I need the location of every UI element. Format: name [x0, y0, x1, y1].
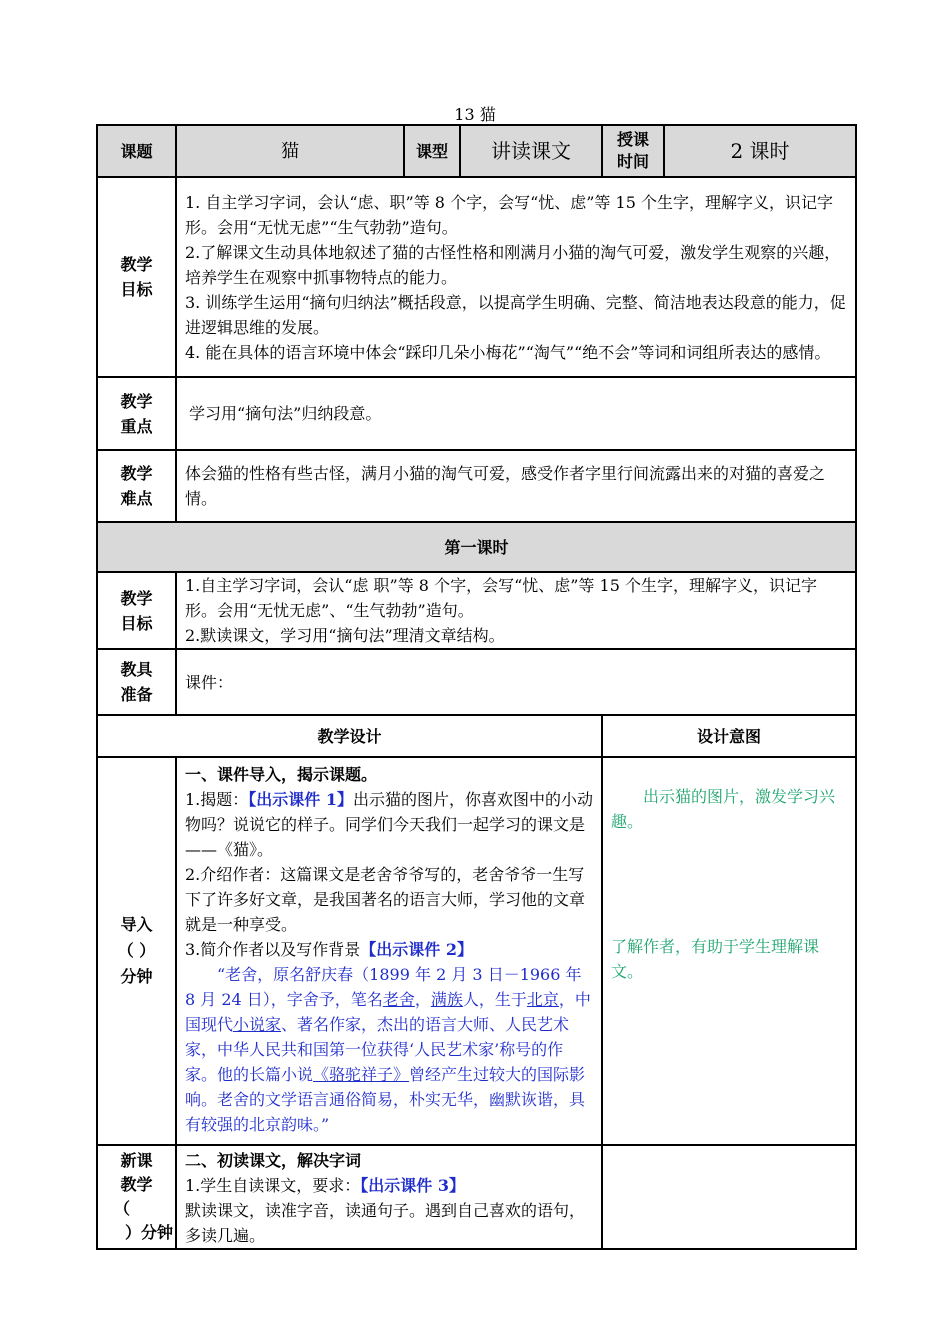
- goal-item: 2.了解课文生动具体地叙述了猫的古怪性格和刚满月小猫的淘气可爱，激发学生观察的兴趣，培养学生在观察中抓事物特点的能力。: [185, 242, 841, 287]
- lesson-goals-label-line2: 目标: [120, 613, 153, 633]
- header-row: [97, 125, 856, 177]
- link-novelist[interactable]: 小说家: [233, 1015, 282, 1034]
- lesson-goals-label-line1: 教学: [120, 588, 153, 608]
- prep-label-line1: 教具: [120, 660, 153, 679]
- author-quote: [185, 962, 593, 1137]
- section1-p3: [185, 937, 593, 962]
- difficulties-row: [97, 450, 856, 522]
- section1-content: [176, 757, 602, 1145]
- section1-p1-b: 出示猫的图片，你喜欢图中的小动物吗？说说它的样子。同学们今天我们一起学习的课文是——《猫》。: [185, 790, 594, 859]
- goals-label: [97, 177, 176, 377]
- section1-p1-a: 1.揭题：: [185, 790, 249, 809]
- section1-row: [97, 757, 856, 1145]
- section2-side-line2: 教学: [120, 1175, 153, 1194]
- quote-part: “老舍，原名舒庆春（1899 年 2 月 3 日－1966 年 8 月 24 日），字舍予，笔名: [185, 965, 582, 1009]
- link-beijing[interactable]: 北京: [526, 990, 559, 1009]
- time-label: [602, 125, 664, 177]
- prep-label-line2: 准备: [120, 685, 153, 704]
- slide2-tag: 【出示课件 2】: [360, 940, 473, 959]
- section1-intent: [602, 757, 856, 1145]
- key-points-label: [97, 377, 176, 450]
- difficulties-label-line2: 难点: [120, 489, 153, 508]
- section2-content: [176, 1145, 602, 1249]
- difficulties-label: [97, 450, 176, 522]
- quote-part: 、著名作家，杰出的语言大师、人民艺术家，中华人民共和国第一位获得‘人民艺术家’称号的作家。他的长篇小说: [185, 1015, 570, 1084]
- goal-item: 1. 自主学习字词，会认“虑、职”等 8 个字，会写“忧、虑”等 15 个生字，理解字义，识记字形。会用“无忧无虑”“生气勃勃”造句。: [185, 192, 833, 237]
- section2-intent: [602, 1145, 856, 1249]
- lesson-goal-item: 2.默读课文，学习用“摘句法”理清文章结构。: [185, 626, 505, 645]
- section1-p2: 2.介绍作者：这篇课文是老舍爷爷写的，老舍爷爷一生写下了许多好文章，是我国著名的语言大师，学习他的文章就是一种享受。: [185, 865, 586, 934]
- quote-part: ，: [414, 990, 431, 1009]
- section1-side-label: [97, 757, 176, 1145]
- section2-row: [97, 1145, 856, 1249]
- section2-side-line1: 新课: [120, 1151, 153, 1170]
- section1-side-line1: 导入: [120, 915, 153, 934]
- page-title: 13 猫: [454, 105, 496, 124]
- section1-p3-a: 3.简介作者以及写作背景: [185, 940, 361, 959]
- difficulties-label-line1: 教学: [120, 464, 153, 483]
- quote-part: ，中国现代: [185, 990, 591, 1034]
- goals-label-line1: 教学: [120, 255, 153, 274]
- link-luotuo[interactable]: 《骆驼祥子》: [313, 1065, 410, 1084]
- key-points-row: [97, 377, 856, 450]
- design-header: 教学设计: [97, 715, 602, 757]
- prep-text: 课件：: [176, 649, 856, 715]
- section1-side-line2: （ ）: [117, 941, 156, 960]
- intent-1: 出示猫的图片，激发学习兴趣。: [611, 787, 836, 831]
- section1-side-line3: 分钟: [120, 967, 153, 986]
- design-header-row: [97, 715, 856, 757]
- section2-side-line4: ）分钟: [124, 1223, 173, 1242]
- prep-row: [97, 649, 856, 715]
- prep-label: [97, 649, 176, 715]
- lesson-goals-label: [97, 572, 176, 649]
- quote-part: 曾经产生过较大的国际影响。老舍的文学语言通俗简易，朴实无华，幽默诙谐，具有较强的北京韵味。”: [185, 1065, 586, 1134]
- time-label-line1: 授课: [616, 130, 649, 149]
- section2-heading: 二、初读课文，解决字词: [185, 1151, 362, 1170]
- quote-part: 人，生于: [462, 990, 527, 1009]
- time-value: 2 课时: [664, 125, 856, 177]
- section2-side-label: [97, 1145, 176, 1249]
- lesson-goal-item: 1.自主学习字词，会认“虑 职”等 8 个字，会写“忧、虑”等 15 个生字，理解字义，识记字形。会用“无忧无虑”、“生气勃勃”造句。: [185, 576, 817, 620]
- first-lesson-title: 第一课时: [97, 522, 856, 572]
- intent-header: 设计意图: [602, 715, 856, 757]
- key-points-text: 学习用“摘句法”归纳段意。: [176, 377, 856, 450]
- topic-value: 猫: [176, 125, 404, 177]
- section1-heading: 一、课件导入，揭示课题。: [185, 765, 378, 784]
- goal-item: 3. 训练学生运用“摘句归纳法”概括段意，以提高学生明确、完整、简洁地表达段意的能力，促进逻辑思维的发展。: [185, 292, 846, 337]
- section2-p2: 默读课文，读准字音，读通句子。遇到自己喜欢的语句，多读几遍。: [185, 1201, 586, 1245]
- section2-side-line3: （: [114, 1199, 131, 1218]
- intent-2: 了解作者，有助于学生理解课文。: [611, 937, 820, 981]
- section2-p1-a: 1.学生自读课文，要求：: [185, 1176, 361, 1195]
- topic-label: 课题: [97, 125, 176, 177]
- lesson-goals-content: [176, 572, 856, 649]
- type-value: 讲读课文: [460, 125, 602, 177]
- key-points-label-line2: 重点: [120, 416, 153, 436]
- section2-p1: [185, 1173, 593, 1198]
- slide1-tag: 【出示课件 1】: [248, 790, 353, 809]
- goals-row: [97, 177, 856, 377]
- difficulties-text: 体会猫的性格有些古怪，满月小猫的淘气可爱，感受作者字里行间流露出来的对猫的喜爱之情。: [176, 450, 856, 522]
- lesson-goals-row: [97, 572, 856, 649]
- time-label-line2: 时间: [616, 152, 649, 171]
- link-laoshe[interactable]: 老舍: [382, 990, 415, 1009]
- goals-content: [176, 177, 856, 377]
- link-manzu[interactable]: 满族: [430, 990, 463, 1009]
- type-label: 课型: [404, 125, 460, 177]
- lesson-plan-table: [96, 124, 857, 1250]
- section1-p1: [185, 787, 593, 862]
- key-points-label-line1: 教学: [120, 391, 153, 411]
- goal-item: 4. 能在具体的语言环境中体会“踩印几朵小梅花”“淘气”“绝不会”等词和词组所表达的感情。: [185, 342, 831, 362]
- slide3-tag: 【出示课件 3】: [360, 1176, 465, 1195]
- goals-label-line2: 目标: [120, 280, 153, 299]
- first-lesson-row: [97, 522, 856, 572]
